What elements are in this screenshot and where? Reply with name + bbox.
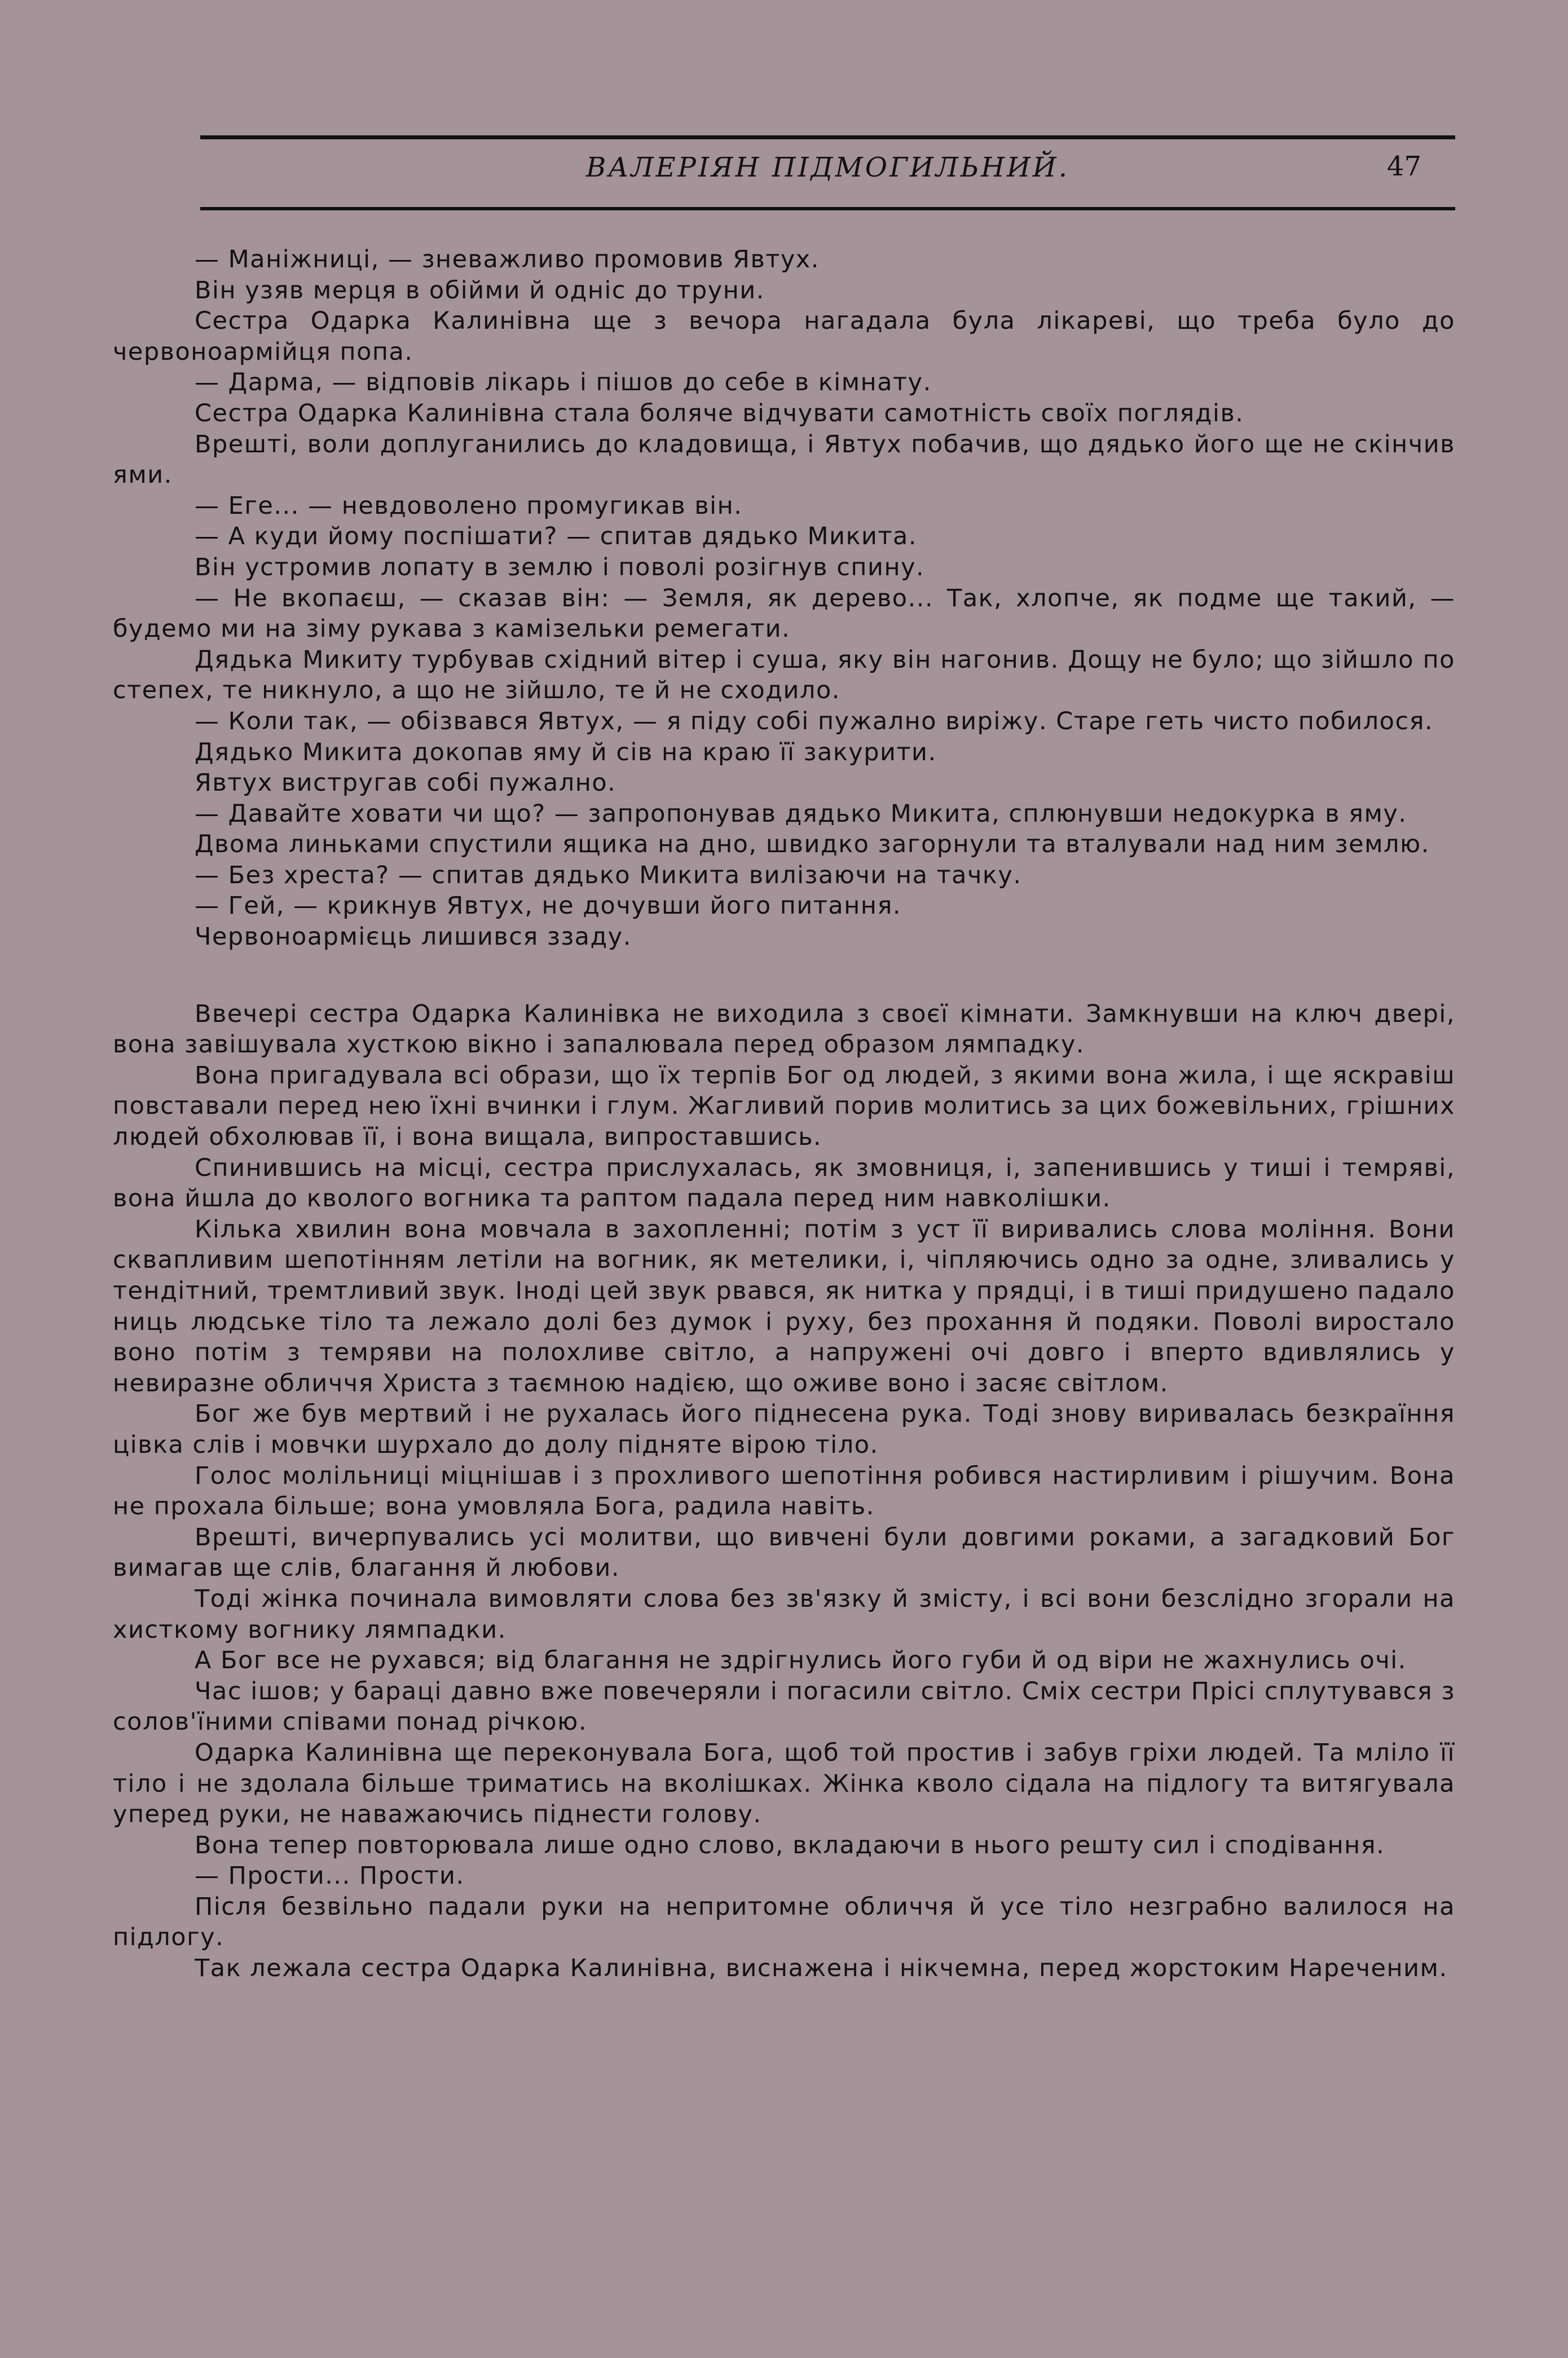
- paragraph: — Еге... — невдоволено промугикав він.: [195, 491, 743, 520]
- paragraph: Врешті, вичерпувались усі молитви, що вивчені були довгими роками, а загадковий Бог вимагав ще слів, благання й любови.: [113, 1523, 1455, 1583]
- paragraph: А Бог все не рухався; від благання не здрігнулись його губи й од віри не жахнулись очі.: [195, 1646, 1407, 1675]
- paragraph: Час ішов; у бараці давно вже повечеряли і погасили світло. Сміх сестри Прісі сплутувався з солов'їними співами понад річкою.: [113, 1677, 1455, 1736]
- paragraph: — А куди йому поспішати? — спитав дядько Микита.: [195, 522, 918, 551]
- paragraph: Він узяв мерця в обійми й одніс до труни.: [195, 276, 765, 305]
- paragraph: — Давайте ховати чи що? — запропонував дядько Микита, сплюнувши недокурка в яму.: [195, 799, 1407, 828]
- paragraph: Тоді жінка починала вимовляти слова без зв'язку й змісту, і всі вони безслідно згорали на хисткому вогнику лямпадки.: [113, 1584, 1455, 1644]
- paragraph: — Гей, — крикнув Явтух, не дочувши його питання.: [195, 892, 902, 920]
- paragraph: — Дарма, — відповів лікарь і пішов до себе в кімнату.: [195, 368, 932, 397]
- paragraph: Спинившись на місці, сестра прислухалась, як змовниця, і, запенившись у тиші і темряві, вона йшла до кволого вогника та раптом падала перед ним навколішки.: [113, 1153, 1455, 1213]
- paragraph: — Без хреста? — спитав дядько Микита вилізаючи на тачку.: [195, 861, 1022, 889]
- running-header: [200, 135, 1455, 210]
- paragraph: Врешті, воли доплуганились до кладовища, і Явтух побачив, що дядько його ще не скінчив ями.: [113, 430, 1455, 490]
- paragraph: Сестра Одарка Калинівна стала боляче відчувати самотність своїх поглядів.: [195, 399, 1244, 427]
- page-number: 47: [1386, 151, 1421, 182]
- paragraph: Після безвільно падали руки на непритомне обличчя й усе тіло незграбно валилося на підлогу.: [113, 1892, 1455, 1952]
- paragraph: — Не вкопаєш, — сказав він: — Земля, як дерево... Так, хлопче, як подме ще такий, — будемо ми на зіму рукава з камізельки ремегати.: [113, 584, 1455, 644]
- header-title: ВАЛЕРІЯН ПІДМОГИЛЬНИЙ.: [585, 152, 1070, 183]
- book-page: [113, 135, 1455, 1984]
- paragraph: Дядько Микита докопав яму й сів на краю її закурити.: [195, 738, 937, 766]
- paragraph: Кілька хвилин вона мовчала в захопленні; потім з уст її виривались слова моління. Вони сквапливим шепотінням летіли на вогник, як метелики, і, чіпляючись одно за одне, зливались у тендітний, тремтливий звук. Іноді цей звук рвався, як нитка у прядці, і в тиші придушено падало ниць людське тіло та лежало долі без думок і руху, без прохання й подяки. Поволі виростало воно потім з темряви на полохливе світло, а напружені очі довго і вперто вдивлялись у невиразне обличчя Христа з таємною надією, що оживе воно і засяє світлом.: [113, 1215, 1455, 1398]
- paragraph: Явтух вистругав собі пужално.: [195, 769, 616, 797]
- paragraph: — Прости... Прости.: [195, 1862, 465, 1890]
- paragraph: Одарка Калинівна ще переконувала Бога, щоб той простив і забув гріхи людей. Та мліло її тіло і не здолала більше триматись на вколішках. Жінка кволо сідала на підлогу та витягувала уперед руки, не наважаючись піднести голову.: [113, 1738, 1455, 1829]
- page-body: [113, 244, 1455, 1984]
- paragraph: — Коли так, — обізвався Явтух, — я піду собі пужално виріжу. Старе геть чисто побилося.: [195, 707, 1434, 735]
- paragraph: Двома линьками спустили ящика на дно, швидко загорнули та вталували над ним землю.: [195, 830, 1430, 859]
- paragraph: — Маніжниці, — зневажливо промовив Явтух.: [195, 245, 820, 274]
- paragraph: Червоноармієць лишився ззаду.: [195, 923, 632, 951]
- paragraph: Бог же був мертвий і не рухалась його піднесена рука. Тоді знову виривалась безкраїння цівка слів і мовчки шурхало до долу підняте вірою тіло.: [113, 1400, 1455, 1459]
- paragraph: Вона пригадувала всі образи, що їх терпів Бог од людей, з якими вона жила, і ще яскравіш повставали перед нею їхні вчинки і глум. Жагливий порив молитись за цих божевільних, грішних людей обхолював її, і вона вищала, випроставшись.: [113, 1061, 1455, 1152]
- paragraph: Дядька Микиту турбував східний вітер і суша, яку він нагонив. Дощу не було; що зійшло по степех, те никнуло, а що не зійшло, те й не сходило.: [113, 645, 1455, 705]
- paragraph: Ввечері сестра Одарка Калинівка не виходила з своєї кімнати. Замкнувши на ключ двері, вона завішувала хусткою вікно і запалювала перед образом лямпадку.: [113, 999, 1455, 1059]
- paragraph: Вона тепер повторювала лише одно слово, вкладаючи в нього решту сил і сподівання.: [195, 1831, 1385, 1859]
- paragraph: Він устромив лопату в землю і поволі розігнув спину.: [195, 553, 925, 581]
- section-2: [113, 999, 1455, 1984]
- paragraph: Так лежала сестра Одарка Калинівна, виснажена і нікчемна, перед жорстоким Нареченим.: [195, 1954, 1448, 1983]
- section-break: [113, 953, 1455, 999]
- paragraph: Сестра Одарка Калинівна ще з вечора нагадала була лікареві, що треба було до червоноармійця попа.: [113, 307, 1455, 366]
- paragraph: Голос молільниці міцнішав і з прохливого шепотіння робився настирливим і рішучим. Вона не прохала більше; вона умовляла Бога, радила навіть.: [113, 1461, 1455, 1521]
- section-1: [113, 244, 1455, 953]
